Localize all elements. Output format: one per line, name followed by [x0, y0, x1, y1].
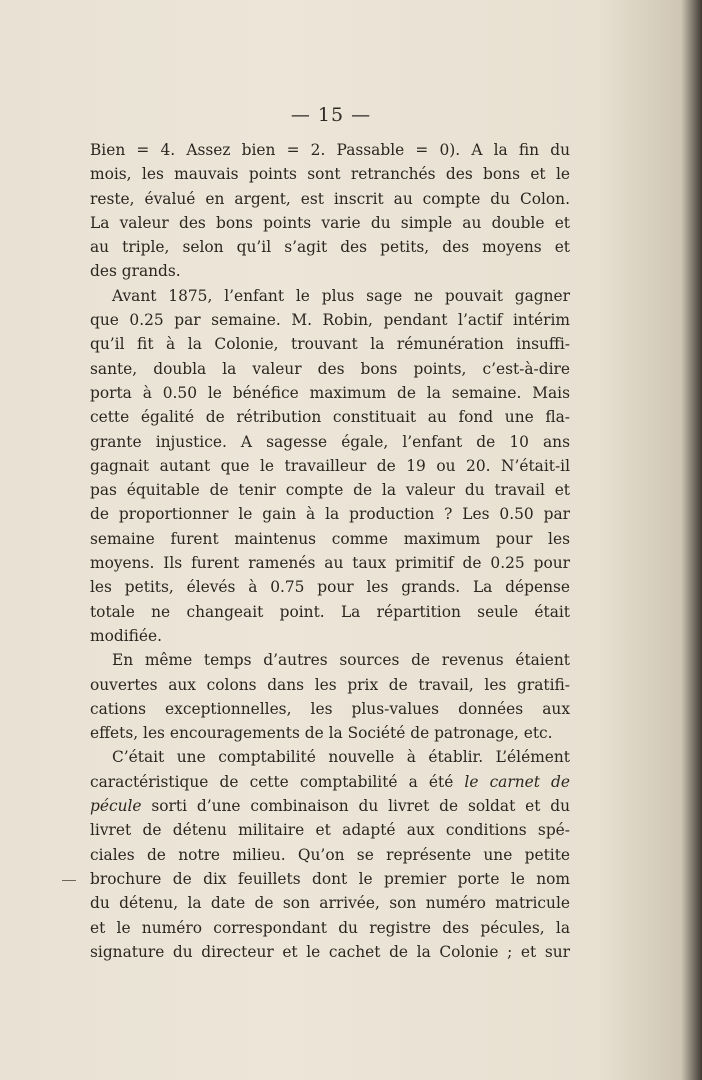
page-number: — 15 —: [290, 104, 372, 126]
text-line: porta à 0.50 le bénéfice maximum de la semaine. Mais: [90, 383, 570, 402]
text-line: Bien = 4. Assez bien = 2. Passable = 0). A la fin du: [90, 141, 570, 159]
text-line: livret de détenu militaire et adapté aux conditions spé-: [90, 821, 570, 840]
text-line: du détenu, la date de son arrivée, son numéro matricule: [90, 894, 570, 913]
text-line: et le numéro correspondant du registre des pécules, la: [90, 918, 570, 937]
italic-text: pécule: [90, 797, 142, 816]
text-line: moyens. Ils furent ramenés au taux primitif de 0.25 pour: [90, 554, 570, 573]
text-line: ciales de notre milieu. Qu’on se représente une petite: [90, 845, 570, 864]
text-line: effets, les encouragements de la Société de patronage, etc.: [90, 724, 553, 743]
italic-text: le carnet de: [464, 772, 570, 791]
text-line: semaine furent maintenus comme maximum pour les: [90, 529, 570, 548]
text-line: brochure de dix feuillets dont le premier porte le nom: [90, 869, 570, 888]
text-line: grante injustice. A sagesse égale, l’enfant de 10 ans: [90, 432, 570, 451]
text-line: sante, doubla la valeur des bons points, c’est-à-dire: [90, 359, 570, 378]
text-line: gagnait autant que le travailleur de 19 ou 20. N’était-il: [90, 456, 570, 475]
text-line: totale ne changeait point. La répartition seule était: [90, 602, 570, 621]
text-line: cette égalité de rétribution constituait au fond une fla-: [90, 408, 570, 427]
text-line: En même temps d’autres sources de revenus étaient: [112, 651, 570, 670]
text-line: signature du directeur et le cachet de la Colonie ; et sur: [90, 942, 570, 961]
text-line: La valeur des bons points varie du simple au double et: [90, 213, 570, 232]
text-line: C’était une comptabilité nouvelle à établir. L’élément: [112, 748, 570, 767]
text-line: que 0.25 par semaine. M. Robin, pendant l’actif intérim: [90, 311, 570, 330]
text-line: des grands.: [90, 262, 181, 281]
text-line: modifiée.: [90, 626, 163, 645]
text-line: pas équitable de tenir compte de la valeur du travail et: [90, 481, 570, 500]
text-line: mois, les mauvais points sont retranchés des bons et le: [90, 165, 570, 184]
margin-mark: [62, 880, 76, 881]
text-line: au triple, selon qu’il s’agit des petits, des moyens et: [90, 238, 570, 257]
text-line: de proportionner le gain à la production ? Les 0.50 par: [90, 505, 570, 524]
body-text: [90, 138, 570, 964]
text-line: pécule sorti d’une combinaison du livret de soldat et du: [90, 797, 570, 816]
text-line: reste, évalué en argent, est inscrit au compte du Colon.: [90, 189, 570, 208]
text-line: caractéristique de cette comptabilité a été le carnet de: [90, 772, 570, 791]
text-line: les petits, élevés à 0.75 pour les grands. La dépense: [90, 578, 570, 597]
text-line: qu’il fit à la Colonie, trouvant la rémunération insuffi-: [90, 335, 570, 354]
text-line: ouvertes aux colons dans les prix de travail, les gratifi-: [90, 675, 570, 694]
text-line: cations exceptionnelles, les plus-values données aux: [90, 699, 570, 718]
text-line: Avant 1875, l’enfant le plus sage ne pouvait gagner: [112, 286, 570, 305]
